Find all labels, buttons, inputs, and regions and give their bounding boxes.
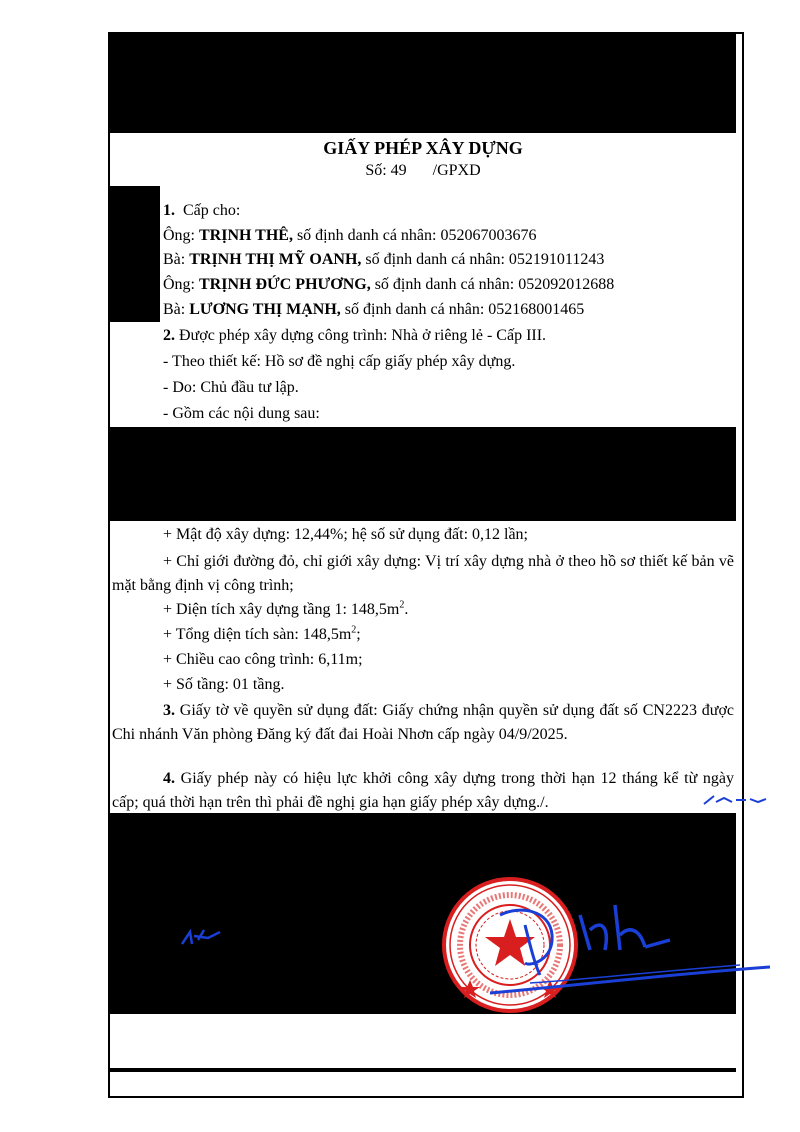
section3-text: Giấy tờ về quyền sử dụng đất: Giấy chứng nhận quyền sử dụng đất số CN2223 được Chi nhánh Văn phòng Đăng ký đất đai Hoài Nhơn cấp ngày 04/9/2025. (112, 702, 734, 743)
total-area-text: + Tổng diện tích sàn: 148,5m (163, 626, 352, 643)
person-name: TRỊNH ĐỨC PHƯƠNG, (199, 276, 371, 293)
section3-paragraph (112, 699, 734, 747)
person-row (163, 272, 614, 297)
person-name: LƯƠNG THỊ MẠNH, (189, 301, 341, 318)
section1-heading (163, 198, 240, 223)
floor1-area-suffix: . (404, 601, 409, 618)
number-suffix: /GPXD (432, 162, 481, 179)
total-area-line (163, 622, 361, 647)
person-row (163, 223, 536, 248)
section2-num: 2. (163, 327, 175, 344)
person-id: số định danh cá nhân: 052168001465 (340, 301, 585, 318)
section2-line: - Gồm các nội dung sau: (163, 405, 320, 422)
official-seal-icon (440, 875, 780, 1020)
ink-mark-icon (178, 922, 228, 952)
initials-mark-icon (702, 790, 772, 810)
total-area-suffix: ; (356, 626, 361, 643)
floor1-area-text: + Diện tích xây dựng tầng 1: 148,5m (163, 601, 400, 618)
floor1-area-line (163, 597, 408, 622)
person-name: TRỊNH THÊ, (199, 227, 293, 244)
section1-label: Cấp cho: (183, 202, 241, 219)
document-title: GIẤY PHÉP XÂY DỰNG (323, 138, 523, 158)
boundary-paragraph (112, 550, 734, 598)
document-number (110, 158, 736, 183)
section4-paragraph (112, 767, 734, 815)
superscript: 2 (351, 624, 357, 636)
person-title: Ông: (163, 276, 199, 293)
person-title: Bà: (163, 251, 190, 268)
section4-text: Giấy phép này có hiệu lực khởi công xây dựng trong thời hạn 12 tháng kể từ ngày cấp; quá thời hạn trên thì phải đề nghị gia hạn giấy phép xây dựng./. (112, 770, 734, 811)
section2-text: Được phép xây dựng công trình: Nhà ở riêng lẻ - Cấp III. (175, 327, 547, 344)
person-title: Bà: (163, 301, 190, 318)
section4-num: 4. (163, 770, 175, 787)
superscript: 2 (399, 599, 405, 611)
section1-num: 1. (163, 202, 175, 219)
density-line: + Mật độ xây dựng: 12,44%; hệ số sử dụng đất: 0,12 lần; (163, 526, 528, 543)
number-prefix: Số: 49 (365, 162, 407, 179)
section3-num: 3. (163, 702, 175, 719)
section2-line: - Theo thiết kế: Hồ sơ đề nghị cấp giấy phép xây dựng. (163, 353, 516, 370)
person-id: số định danh cá nhân: 052067003676 (292, 227, 537, 244)
person-id: số định danh cá nhân: 052191011243 (361, 251, 605, 268)
person-name: TRỊNH THỊ MỸ OANH, (189, 251, 362, 268)
section2-heading (163, 323, 546, 348)
person-title: Ông: (163, 227, 199, 244)
person-id: số định danh cá nhân: 052092012688 (370, 276, 615, 293)
person-row (163, 297, 584, 322)
section2-line: - Do: Chủ đầu tư lập. (163, 379, 299, 396)
floors-line: + Số tầng: 01 tầng. (163, 676, 285, 693)
height-line: + Chiều cao công trình: 6,11m; (163, 651, 363, 668)
boundary-text: + Chỉ giới đường đỏ, chỉ giới xây dựng: Vị trí xây dựng nhà ở theo hồ sơ thiết kế bản vẽ mặt bằng định vị công trình; (112, 553, 734, 594)
person-row (163, 247, 604, 272)
